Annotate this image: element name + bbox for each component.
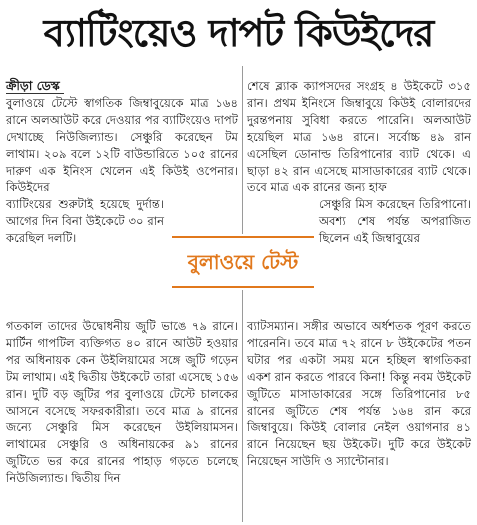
pull-quote: বুলাওয়ে টেস্ট — [187, 250, 299, 274]
paragraph-left-bottom: গতকাল তাদের উদ্বোধনীয় জুটি ভাঙে ৭৯ রানে। মার্টিন গাপটিল ব্যক্তিগত ৪০ রানে আউট হওয়ার পর অধিনায়ক কেন উইলিয়ামের সঙ্গে জুটি গড়েন টম লাথাম। এই দ্বিতীয় উইকেটে তারা এসেছে ১৫৬ রান। দুটি বড় জুটির পর বুলাওয়ে টেস্টে চালকের আসনে বসেছে সফরকারীরা। তবে মাত্র ৯ রানের জন্যে সেঞ্চুরি মিস করেছেন উইলিয়ামসন। লাথামের সেঞ্চুরি ও অধিনায়কের ৯১ রানের জুটিতে ভর করে রানের পাহাড় গড়তে চলেছে নিউজিল্যান্ড। দ্বিতীয় দিন — [6, 319, 238, 486]
right-column-bottom — [247, 318, 471, 470]
paragraph-right-mid: সেঞ্চুরি মিস করেছেন তিরিপানো। অবশ্য শেষ পর্যন্ত অপরাজিত ছিলেন এই জিম্বাবুয়ের — [319, 197, 471, 246]
paragraph-right-top: শেষে ব্ল্যাক ক্যাপসদের সংগ্রহ ৪ উইকেটে ৩১৫ রান। প্রথম ইনিংসে জিম্বাবুয়ে কিউই বোলারদের দুরন্তপনায় সুবিধা করতে পারেনি। অলআউট হয়েছিল মাত্র ১৬৪ রানে। সর্বোচ্চ ৪৯ রান এসেছিল ডোনাল্ড তিরিপানোর ব্যাট থেকে। এ ছাড়া ৪২ রান এসেছে মাসাডাকারের ব্যাট থেকে। তবে মাত্র এক রানের জন্য হাফ — [247, 79, 471, 195]
column-divider — [242, 66, 243, 522]
paragraph-left-mid: ব্যাটিংয়ের শুরুটাই হয়েছে দুর্দান্ত। আগের দিন বিনা উইকেটে ৩০ রান করেছিল দলটি। — [6, 197, 164, 246]
paragraph-right-bottom: ব্যাটসম্যান। সঙ্গীর অভাবে অর্ধশতক পূরণ করতে পারেননি। তবে মাত্র ৭২ রানে ৮ উইকেটের পতন ঘটার পর একটা সময় মনে হচ্ছিল স্বাগতিকরা একশ রান করতে পারবে কিনা! কিন্তু নবম উইকেট জুটিতে মাসাডাকারের সঙ্গে তিরিপানোর ৮৫ রানের জুটিতে শেষ পর্যন্ত ১৬৪ রান করে জিম্বাবুয়ে। কিউই বোলার নেইল ওয়াগনার ৪১ রানে নিয়েছেন ছয় উইকেট। দুটি করে উইকেট নিয়েছেন সাউদি ও স্যান্টোনার। — [247, 319, 471, 469]
byline-underline — [6, 93, 64, 94]
byline: ক্রীড়া ডেস্ক — [6, 78, 60, 93]
left-column-top — [6, 78, 238, 247]
left-column-bottom — [6, 318, 238, 487]
pull-quote-rule-bottom — [172, 286, 314, 288]
pull-quote-rule-top — [172, 236, 314, 238]
paragraph-left-top: বুলাওয়ে টেস্টে স্বাগতিক জিম্বাবুয়েকে মাত্র ১৬৪ রানে অলআউট করে দেওয়ার পর ব্যাটিংয়েও দাপট দেখাচ্ছে নিউজিল্যান্ড। সেঞ্চুরি করেছেন টম লাথাম। ২০৯ বলে ১২টি বাউন্ডারিতে ১০৫ রানের দারুণ এক ইনিংস খেলেন এই কিউই ওপেনার। কিউইদের — [6, 95, 238, 195]
right-column-top — [247, 78, 471, 247]
headline: ব্যাটিংয়েও দাপট কিউইদের — [43, 11, 434, 55]
